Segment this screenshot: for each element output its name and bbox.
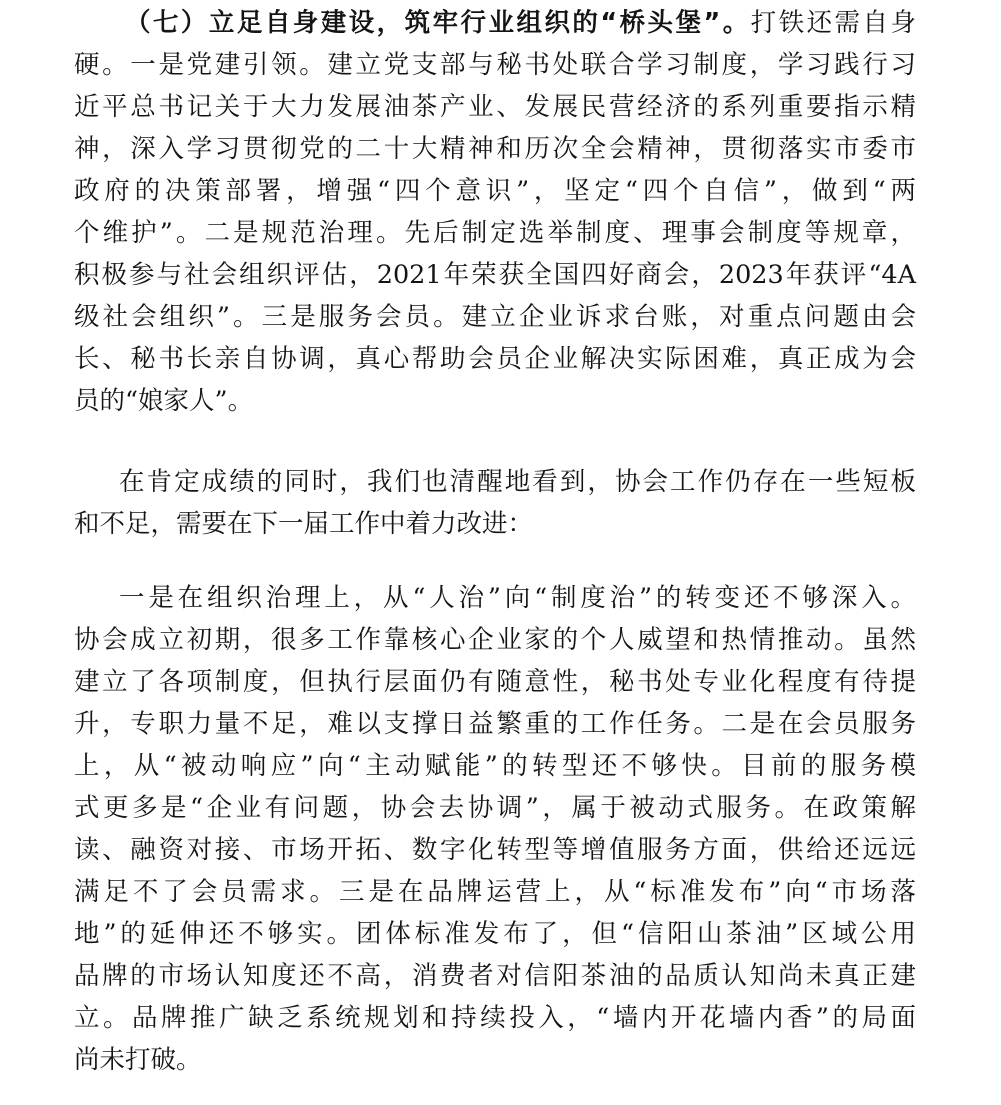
paragraph-1-text: 打铁还需自身: [750, 8, 916, 38]
paragraph-1-line-1: [74, 2, 916, 44]
paragraph-3-line-5: 上，从“被动响应”向“主动赋能”的转型还不够快。目前的服务模: [74, 751, 916, 781]
paragraph-1-line-7: 积极参与社会组织评估，2021年荣获全国四好商会，2023年获评“4A: [74, 260, 916, 290]
paragraph-1-line-2: 硬。一是党建引领。建立党支部与秘书处联合学习制度，学习践行习: [74, 50, 916, 80]
paragraph-3-line-3: 建立了各项制度，但执行层面仍有随意性，秘书处专业化程度有待提: [74, 667, 916, 697]
paragraph-1-line-10: 员的“娘家人”。: [74, 386, 254, 416]
section-heading: （七）立足自身建设，筑牢行业组织的“桥头堡”。: [125, 8, 751, 38]
paragraph-3-line-12: 尚未打破。: [74, 1045, 202, 1075]
paragraph-3-line-6: 式更多是“企业有问题，协会去协调”，属于被动式服务。在政策解: [74, 793, 916, 823]
paragraph-3-line-10: 品牌的市场认知度还不高，消费者对信阳茶油的品质认知尚未真正建: [74, 961, 916, 991]
paragraph-1-line-8: 级社会组织”。三是服务会员。建立企业诉求台账，对重点问题由会: [74, 302, 916, 332]
paragraph-2-line-1: 在肯定成绩的同时，我们也清醒地看到，协会工作仍存在一些短板: [119, 467, 916, 497]
paragraph-3-line-9: 地”的延伸还不够实。团体标准发布了，但“信阳山茶油”区域公用: [74, 919, 916, 949]
paragraph-3-line-2: 协会成立初期，很多工作靠核心企业家的个人威望和热情推动。虽然: [74, 625, 916, 655]
paragraph-3-line-11: 立。品牌推广缺乏系统规划和持续投入，“墙内开花墙内香”的局面: [74, 1003, 916, 1033]
paragraph-1-line-5: 政府的决策部署，增强“四个意识”，坚定“四个自信”，做到“两: [74, 176, 916, 206]
paragraph-3-line-8: 满足不了会员需求。三是在品牌运营上，从“标准发布”向“市场落: [74, 877, 916, 907]
paragraph-1-line-3: 近平总书记关于大力发展油茶产业、发展民营经济的系列重要指示精: [74, 92, 916, 122]
paragraph-2-line-2: 和不足，需要在下一届工作中着力改进：: [74, 509, 534, 539]
paragraph-1-line-9: 长、秘书长亲自协调，真心帮助会员企业解决实际困难，真正成为会: [74, 344, 916, 374]
paragraph-3-line-4: 升，专职力量不足，难以支撑日益繁重的工作任务。二是在会员服务: [74, 709, 916, 739]
paragraph-3-line-1: 一是在组织治理上，从“人治”向“制度治”的转变还不够深入。: [119, 583, 916, 613]
paragraph-1-line-4: 神，深入学习贯彻党的二十大精神和历次全会精神，贯彻落实市委市: [74, 134, 916, 164]
paragraph-3-line-7: 读、融资对接、市场开拓、数字化转型等增值服务方面，供给还远远: [74, 835, 916, 865]
paragraph-1-line-6: 个维护”。二是规范治理。先后制定选举制度、理事会制度等规章，: [74, 218, 916, 248]
